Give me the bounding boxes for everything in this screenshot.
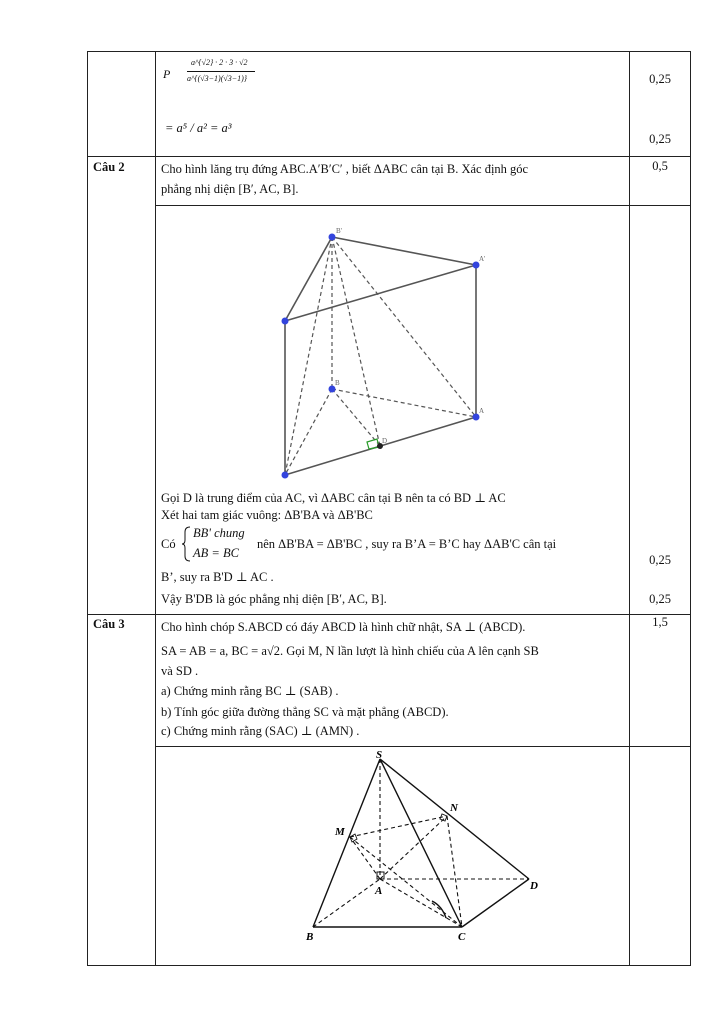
formula-p-label: P <box>163 67 171 81</box>
q3-part-c: c) Chứng minh rằng (SAC) ⊥ (AMN) . <box>161 724 360 738</box>
q2-solution-line3 <box>161 524 629 564</box>
score-q1-a: 0,25 <box>649 72 671 86</box>
q3-part-b: b) Tính góc giữa đường thẳng SC và mặt phẳng (ABCD). <box>161 705 449 719</box>
score-q2-total: 0,5 <box>652 159 668 173</box>
score-q1-b: 0,25 <box>649 132 671 146</box>
label-d: D <box>382 437 388 445</box>
row-divider-q2 <box>87 156 691 157</box>
q3-prompt-line3: và SD . <box>161 664 199 678</box>
q2-solution-line4: B’, suy ra B'D ⊥ AC . <box>161 570 274 584</box>
label-a: A <box>375 885 383 897</box>
table-border-col1 <box>155 51 156 966</box>
q3-part-a: a) Chứng minh rằng BC ⊥ (SAB) . <box>161 684 339 698</box>
q2-solution-line2: Xét hai tam giác vuông: ΔB'BA và ΔB'BC <box>161 508 373 522</box>
table-border-bottom <box>87 965 691 966</box>
q3-prompt-line1: Cho hình chóp S.ABCD có đáy ABCD là hình chữ nhật, SA ⊥ (ABCD). <box>161 620 526 634</box>
q2-prompt-line2: phẳng nhị diện [B′, AC, B]. <box>161 182 299 196</box>
label-c: C <box>458 931 466 943</box>
q2-solution-line5: Vậy B'DB là góc phẳng nhị diện [B′, AC, B]. <box>161 592 387 606</box>
label-b: B <box>335 379 340 387</box>
sol-prefix: Có <box>161 537 176 551</box>
q2-prompt-line1: Cho hình lăng trụ đứng ABC.A′B′C′ , biết ΔABC cân tại B. Xác định góc <box>161 162 529 176</box>
sol-brace-2: AB = BC <box>193 546 239 560</box>
score-q2-c: 0,25 <box>649 553 671 567</box>
prism-figure <box>270 225 500 490</box>
table-border-right <box>690 51 691 966</box>
label-b: B <box>306 931 314 943</box>
q2-label: Câu 2 <box>93 160 125 174</box>
label-m: M <box>335 826 345 838</box>
score-q2-d: 0,25 <box>649 592 671 606</box>
table-border-top <box>87 51 691 52</box>
row-divider-q2-figure <box>155 205 691 206</box>
row-divider-q3-figure <box>155 746 691 747</box>
score-q3-total: 1,5 <box>652 615 668 629</box>
row-divider-q3 <box>87 614 691 615</box>
q3-prompt-line2: SA = AB = a, BC = a√2. Gọi M, N lần lượt là hình chiếu của A lên cạnh SB <box>161 644 539 658</box>
formula-p-fraction-bar <box>187 71 255 72</box>
pyramid-figure <box>300 748 550 948</box>
sol-brace-1: BB' chung <box>193 526 245 540</box>
q2-solution-line1: Gọi D là trung điểm của AC, vì ΔABC cân tại B nên ta có BD ⊥ AC <box>161 491 506 505</box>
table-border-left <box>87 51 88 966</box>
label-s: S <box>376 749 383 761</box>
formula-result: = a⁵ / a² = a³ <box>165 121 232 135</box>
label-n: N <box>450 802 458 814</box>
formula-p-denominator: a^{(√3−1)(√3−1)} <box>187 74 248 83</box>
q3-label: Câu 3 <box>93 617 125 631</box>
brace-icon <box>181 526 191 562</box>
sol-suffix: nên ΔB'BA = ΔB'BC , suy ra B’A = B’C hay ΔAB'C cân tại <box>257 537 557 551</box>
table-border-col2 <box>629 51 630 966</box>
label-b-prime: B' <box>336 227 342 235</box>
label-a: A <box>479 407 485 415</box>
label-d: D <box>530 880 538 892</box>
formula-p-numerator: a^{√2} · 2 · 3 · √2 <box>191 58 248 67</box>
label-a-prime: A' <box>479 255 486 263</box>
